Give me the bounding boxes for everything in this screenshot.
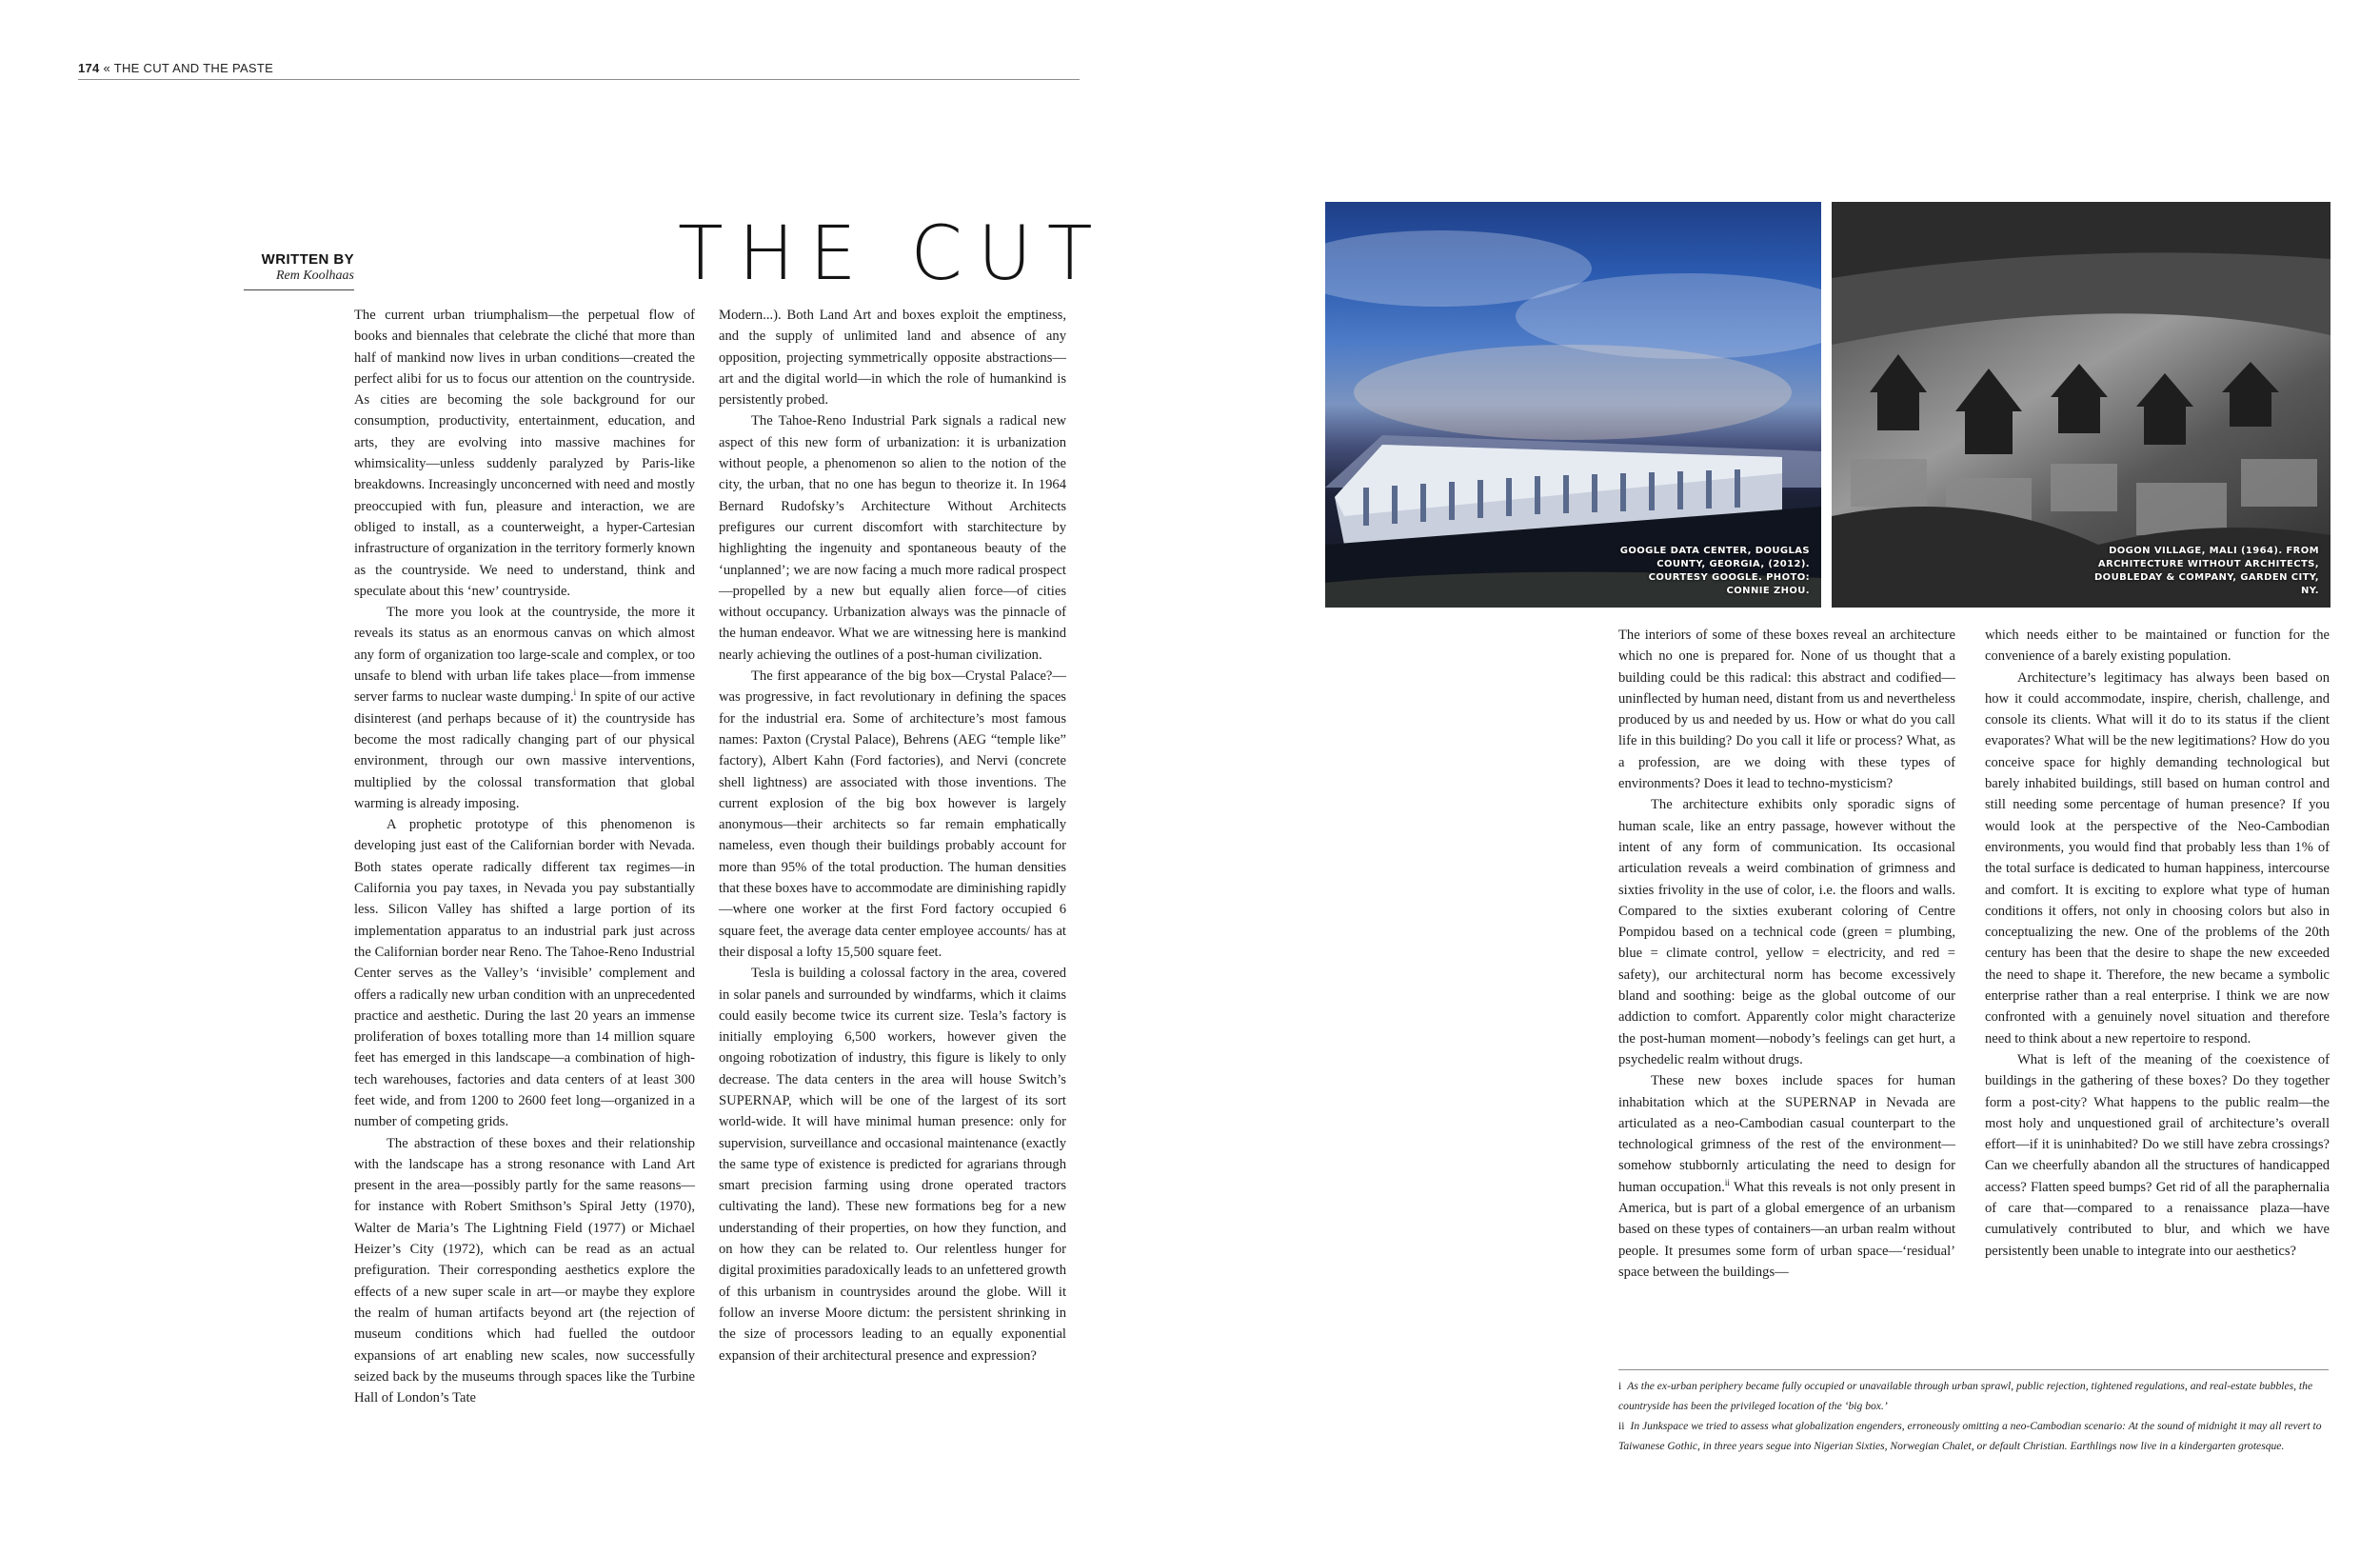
- paragraph: Modern...). Both Land Art and boxes exploit the emptiness, and the supply of unlimited land and absence of any opposition, projecting symmetrically opposite abstractions—art and the digital world—in which the role of humankind is persistently probed.: [719, 308, 1066, 409]
- article-title: THE CUT: [678, 211, 1108, 297]
- text-column-2: [719, 305, 1066, 1366]
- byline-author: Rem Koolhaas: [244, 269, 354, 290]
- data-center-photo: [1325, 202, 1821, 608]
- section-title: THE CUT AND THE PASTE: [113, 61, 274, 75]
- paragraph: [354, 602, 695, 814]
- paragraph: The abstraction of these boxes and their relationship with the landscape has a strong resonance with Land Art present in the area—possibly partly for the same reasons—for instance with Robert Smithson’s Spiral Jetty (1970), Walter de Maria’s The Lightning Field (1977) or Michael Heizer’s City (1972), which can be read as an actual prefiguration. Their corresponding aesthetics explore the effects of a new super scale in art—or maybe they explore the realm of human artifacts beyond art (the rejection of museum conditions which had fuelled the outdoor expansions of art enabling new scales, now successfully seized back by the museums through spaces like the Turbine Hall of London’s Tate: [354, 1135, 695, 1406]
- byline-label: WRITTEN BY: [261, 251, 354, 268]
- paragraph-text: What this reveals is not only present in America, but is part of a global emergence of an urbanism based on these types of containers—an urban realm without people. It presumes some form of urban space—‘residual’ space between the buildings—: [1618, 1179, 1955, 1280]
- photo-caption: GOOGLE DATA CENTER, DOUGLAS COUNTY, GEORGIA, (2012). COURTESY GOOGLE. PHOTO: CONNIE ZHOU.: [1619, 546, 1810, 596]
- paragraph: Tesla is building a colossal factory in the area, covered in solar panels and surrounded by windfarms, which it claims could easily become twice its current size. Tesla’s factory is initially employing 6,500 workers, however given the ongoing robotization of industry, this figure is likely to only decrease. The data centers in the area will house Switch’s SUPERNAP, which will be one of the largest of its sort world-wide. It will have minimal human presence: only for supervision, surveillance and occasional maintenance (exactly the same type of existence is predicted for agrarians through smart precision farming using drone operated tractors cultivating the land). These new formations beg for a new understanding of their properties, on how they function, and on how they can be related to. Our relentless hunger for digital proximities paradoxically leads to an unfettered growth of this urbanism in countrysides around the globe. Will it follow an inverse Moore dictum: the persistent shrinking in the size of processors leading to an equally exponential expansion of their architectural presence and expression?: [719, 966, 1066, 1364]
- paragraph: The Tahoe-Reno Industrial Park signals a radical new aspect of this new form of urbanization: it is urbanization without people, a phenomenon so alien to the notion of the city, the urban, that no one has begun to theorize it. In 1964 Bernard Rudofsky’s Architecture Without Architects prefigures our current discomfort with starchitecture by highlighting the ingenuity and spontaneous beauty of the ‘unplanned’; we are now facing a much more radical prospect—propelled by a new but equally alien force—of cities without occupancy. Urbanization always was the pinnacle of the human endeavor. What we are witnessing here is mankind nearly achieving the outlines of a post-human civilization.: [719, 413, 1066, 663]
- running-head-separator: «: [103, 61, 111, 75]
- paragraph: The interiors of some of these boxes reveal an architecture which no one is prepared for. None of us thought that a building could be this radical: this abstract and codified—uninflected by human need, distant from us and nevertheless produced by us and needed by us. How or what do you call life in this building? Do you call it life or process? What, as a profession, are we doing with these types of environments? Does it lead to techno-mysticism?: [1618, 628, 1955, 792]
- paragraph: Architecture’s legitimacy has always been based on how it could accommodate, inspire, cherish, challenge, and console its clients. What will it do to its status if the client evaporates? What will be the new legitimations? How do you conceive space for highly demanding technological but barely inhabited buildings, still based on human control and still needing some percentage of human presence? If you would look at the perspective of the Neo-Cambodian environments, you would find that probably less than 1% of the total surface is dedicated to human happiness, intercourse and comfort. It is exciting to explore what type of human conditions it offers, not only in choosing colors but also in conceptualizing the new. One of the problems of the 20th century has been that the desire to shape the new exceeded the need to shape it. Therefore, the new became a symbolic enterprise rather than a real enterprise. I think we are now confronted with a genuinely novel situation and therefore need to think about a new repertoire to respond.: [1985, 669, 2330, 1047]
- paragraph: The architecture exhibits only sporadic signs of human scale, like an entry passage, however without the intent of any form of communication. Its occasional articulation reveals a weird combination of grimness and sixties frivolity in the use of color, i.e. the floors and walls. Compared to the sixties exuberant coloring of Centre Pompidou based on a technical code (green = plumbing, blue = climate control, yellow = electricity, and red = safety), our architectural norm has become excessively bland and soothing: beige as the global outcome of our addiction to comfort. Apparently color might characterize the post-human moment—nobody’s feelings can get hurt, a psychedelic realm without drugs.: [1618, 797, 1955, 1067]
- paragraph-text: The more you look at the countryside, the more it reveals its status as an enormous canvas on which almost any form of organization too large-scale and complex, or too unsafe to blend with urban life takes place—from immense server farms to nuclear waste dumping.: [354, 605, 695, 706]
- footnote: [1618, 1376, 2329, 1416]
- paragraph-text: In spite of our active disinterest (and perhaps because of it) the countryside has become the most radically changing part of our physical environment, through our own massive interventions, multiplied by the colossal transformation that global warming is already imposing.: [354, 689, 695, 811]
- text-column-3: [1618, 625, 1955, 1283]
- dogon-village-photo: [1832, 202, 2330, 608]
- paragraph-text: These new boxes include spaces for human inhabitation which at the SUPERNAP in Nevada are articulated as a neo-Cambodian casual counterpart to the technological grimness of the rest of the environment—somehow stubbornly articulating the need to design for human occupation.: [1618, 1073, 1955, 1195]
- footnote-text: In Junkspace we tried to assess what globalization engenders, erroneously omitting a neo-Cambodian scenario: At the sound of midnight it may all revert to Taiwanese Gothic, in three years segue into Nigerian Sixties, Norwegian Chalet, or default Christian. Earthlings now live in a kindergarten grotesque.: [1618, 1420, 2322, 1452]
- photo-caption: DOGON VILLAGE, MALI (1964). FROM ARCHITECTURE WITHOUT ARCHITECTS, DOUBLEDAY & COMPANY, GARDEN CITY, NY.: [2093, 546, 2319, 596]
- running-head: [78, 61, 1080, 80]
- footnote-text: As the ex-urban periphery became fully occupied or unavailable through urban sprawl, public rejection, tightened regulations, and real-estate bubbles, the countryside has been the privileged location of the ‘big box.’: [1618, 1380, 2313, 1412]
- page-number: 174: [78, 61, 100, 75]
- footnote-ref: ii: [1724, 1177, 1730, 1187]
- paragraph: which needs either to be maintained or function for the convenience of a barely existing population.: [1985, 628, 2330, 665]
- footnote: [1618, 1416, 2329, 1456]
- footnote-ref: i: [573, 688, 577, 698]
- paragraph: A prophetic prototype of this phenomenon is developing just east of the Californian border with Nevada. Both states operate radically different tax regimes—in California you pay taxes, in Nevada you pay substantially less. Silicon Valley has shifted a large portion of its implementation apparatus to an industrial park just across the Californian border near Reno. The Tahoe-Reno Industrial Center serves as the Valley’s ‘invisible’ complement and offers a radically new urban condition with an unprecedented practice and aesthetic. During the last 20 years an immense proliferation of boxes totalling more than 14 million square feet has emerged in this landscape—a combination of high-tech warehouses, factories and data centers of at least 300 feet wide, and from 1200 to 2600 feet long—organized in a number of competing grids.: [354, 817, 695, 1130]
- text-column-4: [1985, 625, 2330, 1262]
- footnotes: [1618, 1369, 2329, 1456]
- footnote-mark: ii: [1618, 1420, 1625, 1432]
- paragraph: What is left of the meaning of the coexistence of buildings in the gathering of these boxes? Do they together form a post-city? What happens to the public realm—the most holy and unquestioned grail of architecture’s overall effort—if it is uninhabited? Do we still have zebra crossings? Can we cheerfully abandon all the structures of handicapped access? Flatten speed bumps? Get rid of all the paraphernalia of care that—compared to a renaissance plaza—have cumulatively contributed to blur, and which we have persistently been unable to integrate into our aesthetics?: [1985, 1051, 2330, 1259]
- footnote-mark: i: [1618, 1380, 1622, 1392]
- paragraph: The current urban triumphalism—the perpetual flow of books and biennales that celebrate the cliché that more than half of mankind now lives in urban conditions—created the perfect alibi for us to focus our attention on the countryside. As cities are becoming the sole background for our consumption, productivity, entertainment, education, and arts, they are evolving into massive machines for whimsicality—unless suddenly paralyzed by Paris-like breakdowns. Increasingly unconcerned with need and mostly preoccupied with fun, pleasure and interaction, we are obliged to install, as a counterweight, a hyper-Cartesian infrastructure of organization in the territory formerly known as the countryside. We need to understand, think and speculate about this ‘new’ countryside.: [354, 308, 695, 599]
- paragraph: The first appearance of the big box—Crystal Palace?—was progressive, in fact revolutionary in defining the spaces for the industrial era. Some of architecture’s most famous names: Paxton (Crystal Palace), Behrens (AEG “temple like” factory), Albert Kahn (Ford factories), and Nervi (concrete shell lightness) are associated with those inventions. The current explosion of the big box however is largely anonymous—their architects so far remain emphatically nameless, even though their buildings probably account for more than 95% of the total production. The human densities that these boxes have to accommodate are diminishing rapidly—where one worker at the first Ford factory occupied 6 square feet, the average data center employee accounts/ has at their disposal a lofty 15,500 square feet.: [719, 668, 1066, 960]
- byline: [244, 251, 354, 290]
- paragraph: [1618, 1070, 1955, 1283]
- text-column-1: [354, 305, 695, 1408]
